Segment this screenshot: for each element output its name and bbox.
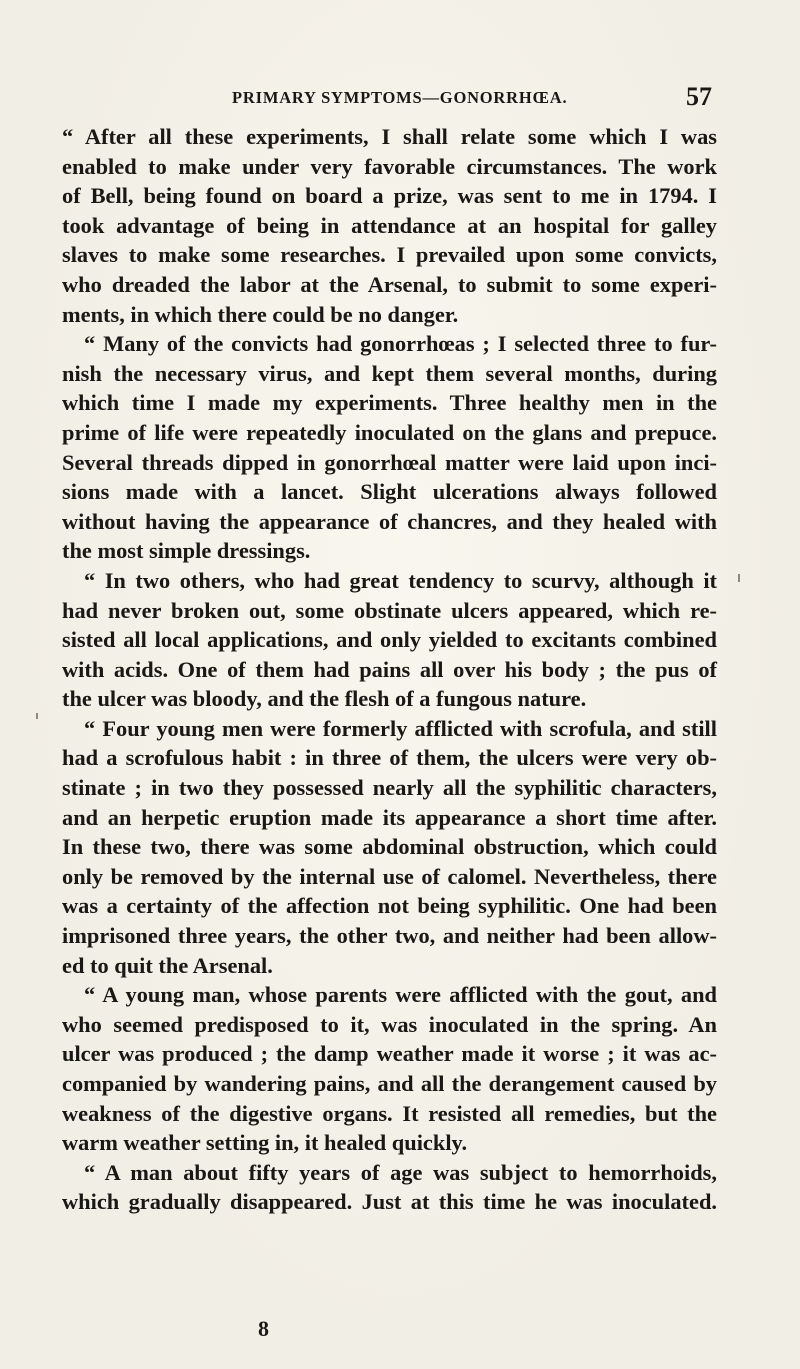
text-line: “ In two others, who had great tendency to scurvy, although it bbox=[84, 567, 717, 593]
text-line: prime of life were repeatedly inoculated on the glans and prepuce. bbox=[62, 419, 717, 445]
text-line: nish the necessary virus, and kept them several months, during bbox=[62, 360, 717, 386]
text-line: stinate ; in two they possessed nearly all the syphilitic characters, bbox=[62, 775, 717, 801]
text-line: sions made with a lancet. Slight ulcerations always followed bbox=[62, 479, 717, 505]
text-line: imprisoned three years, the other two, and neither had been allow- bbox=[62, 923, 717, 949]
text-line: the most simple dressings. bbox=[62, 538, 311, 564]
text-line: which gradually disappeared. Just at this time he was inoculated. bbox=[62, 1189, 717, 1215]
text-line: ments, in which there could be no danger. bbox=[62, 301, 459, 327]
text-line: “ A man about fifty years of age was subject to hemorrhoids, bbox=[84, 1159, 717, 1185]
text-line: companied by wandering pains, and all the derangement caused by bbox=[62, 1071, 717, 1096]
text-line: had never broken out, some obstinate ulcers appeared, which re- bbox=[62, 597, 717, 623]
margin-speck bbox=[36, 713, 38, 719]
signature-mark: 8 bbox=[258, 1316, 269, 1341]
text-line: only be removed by the internal use of calomel. Nevertheless, there bbox=[62, 863, 717, 889]
text-line: Several threads dipped in gonorrhœal matter were laid upon inci- bbox=[62, 449, 717, 475]
text-line: the ulcer was bloody, and the flesh of a fungous nature. bbox=[62, 686, 587, 712]
margin-speck bbox=[738, 574, 740, 582]
text-line: took advantage of being in attendance at an hospital for galley bbox=[62, 212, 717, 238]
text-line: “ A young man, whose parents were afflicted with the gout, and bbox=[84, 982, 717, 1008]
text-line: “ Many of the convicts had gonorrhœas ; I selected three to fur- bbox=[84, 331, 717, 357]
text-line: enabled to make under very favorable circumstances. The work bbox=[62, 153, 717, 179]
running-head bbox=[232, 82, 712, 116]
text-line: sisted all local applications, and only yielded to excitants combined bbox=[62, 627, 717, 653]
text-line: “ Four young men were formerly afflicted with scrofula, and still bbox=[84, 715, 717, 741]
text-line: was a certainty of the affection not being syphilitic. One had been bbox=[62, 893, 717, 919]
text-line: slaves to make some researches. I prevailed upon some convicts, bbox=[62, 242, 717, 268]
text-line: ed to quit the Arsenal. bbox=[62, 952, 273, 978]
text-line: who seemed predisposed to it, was inoculated in the spring. An bbox=[62, 1011, 717, 1037]
text-line: and an herpetic eruption made its appearance a short time after. bbox=[62, 804, 717, 830]
text-line: who dreaded the labor at the Arsenal, to submit to some experi- bbox=[62, 271, 717, 297]
text-line: ulcer was produced ; the damp weather made it worse ; it was ac- bbox=[62, 1041, 717, 1067]
body-text bbox=[62, 122, 717, 1217]
text-line: had a scrofulous habit : in three of them, the ulcers were very ob- bbox=[62, 745, 717, 771]
text-line: weakness of the digestive organs. It resisted all remedies, but the bbox=[62, 1100, 717, 1126]
text-line: In these two, there was some abdominal obstruction, which could bbox=[62, 834, 717, 860]
text-line: without having the appearance of chancres, and they healed with bbox=[62, 508, 717, 534]
text-line: with acids. One of them had pains all over his body ; the pus of bbox=[62, 656, 717, 682]
text-line: “ After all these experiments, I shall relate some which I was bbox=[62, 124, 717, 149]
running-title: PRIMARY SYMPTOMS—GONORRHŒA. bbox=[232, 88, 568, 107]
text-line: warm weather setting in, it healed quickly. bbox=[62, 1130, 468, 1156]
text-line: of Bell, being found on board a prize, was sent to me in 1794. I bbox=[62, 183, 717, 209]
page-number: 57 bbox=[686, 82, 712, 111]
text-line: which time I made my experiments. Three healthy men in the bbox=[62, 390, 717, 416]
